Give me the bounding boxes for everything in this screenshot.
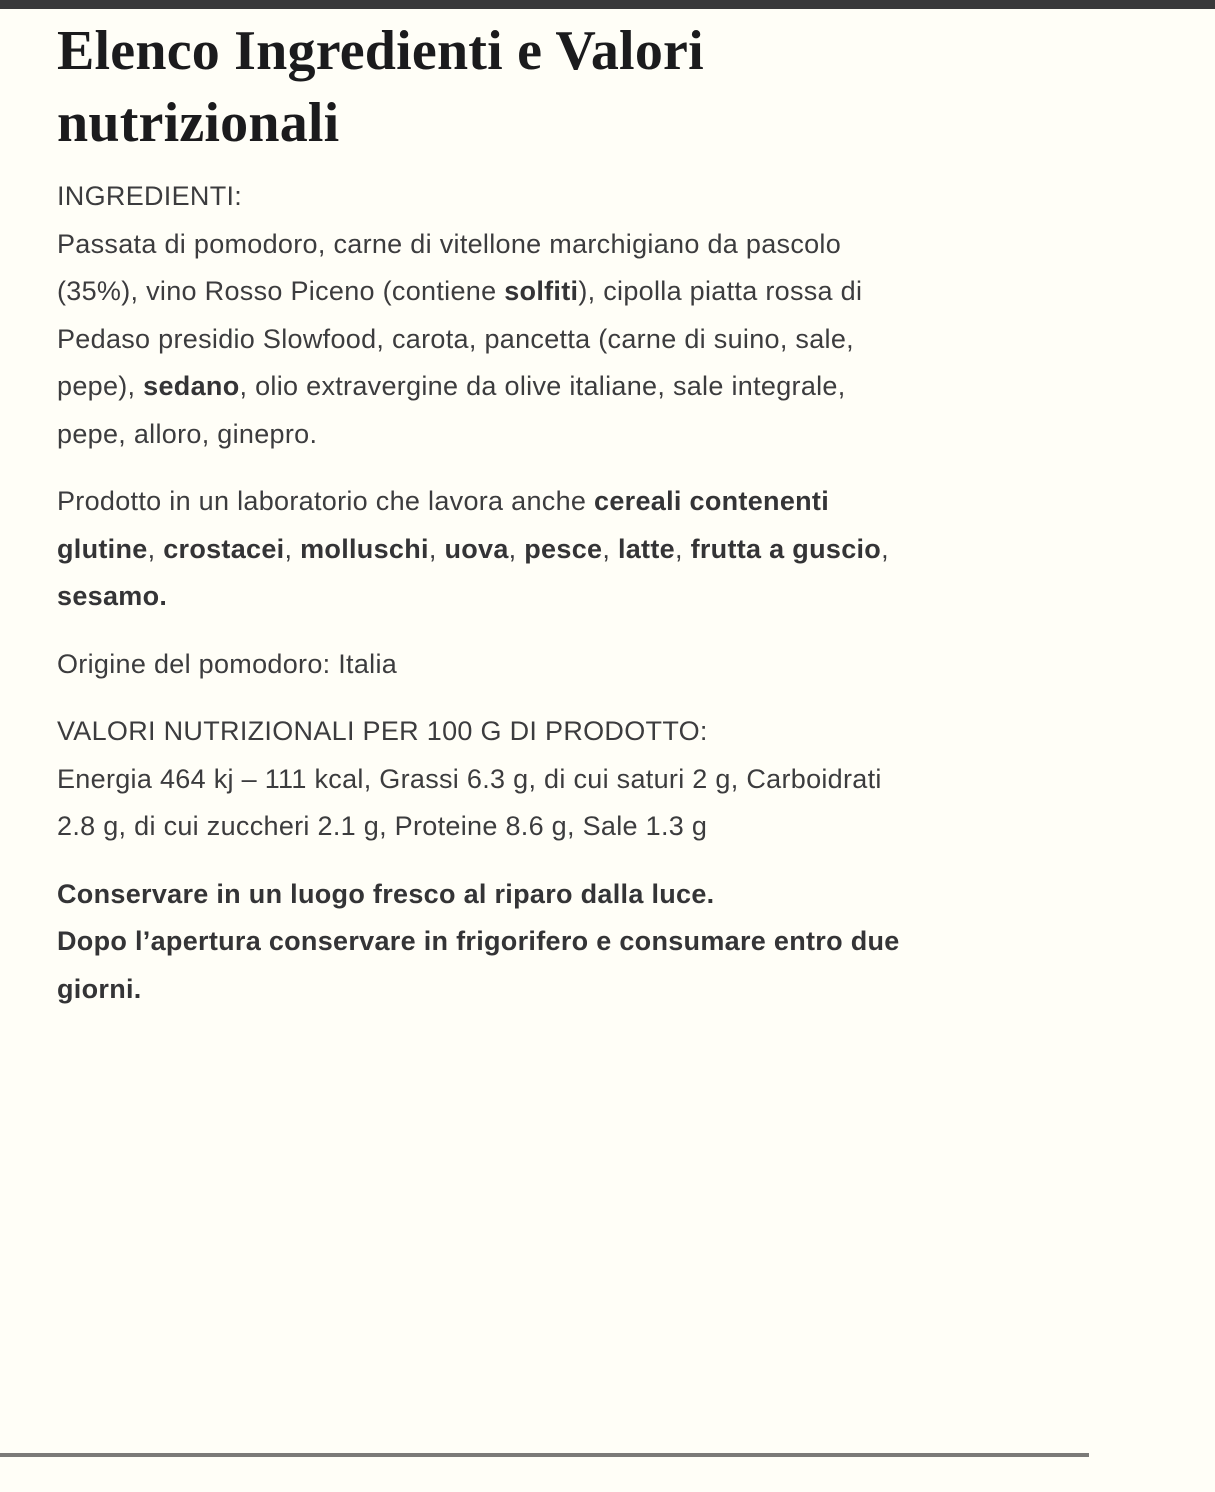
ingredients-paragraph: INGREDIENTI: Passata di pomodoro, carne di vitellone marchigiano da pascolo (35%), vino Rosso Piceno (contiene solfiti), cipolla piatta rossa di Pedaso presidio Slowfood, carota, pancetta (carne di suino, sale, pepe), sedano, olio extravergine da olive italiane, sale integrale, pepe, alloro, ginepro. [57,181,863,449]
bottom-divider [0,1453,1089,1457]
nutrition-paragraph: VALORI NUTRIZIONALI PER 100 G DI PRODOTTO: Energia 464 kj – 111 kcal, Grassi 6.3 g, di cui saturi 2 g, Carboidrati 2.8 g, di cui zuccheri 2.1 g, Proteine 8.6 g, Sale 1.3 g [57,716,882,841]
top-accent-bar [0,0,1215,9]
page-title-line-1: Elenco Ingredienti e Valori [57,20,704,82]
allergens-paragraph: Prodotto in un laboratorio che lavora anche cereali contenenti glutine, crostacei, molluschi, uova, pesce, latte, frutta a guscio, sesamo. [57,486,889,611]
page-title [57,15,1110,159]
storage-paragraph: Conservare in un luogo fresco al riparo dalla luce. Dopo l’apertura conservare in frigorifero e consumare entro due giorni. [57,878,900,1004]
main-content [0,15,1160,1013]
origin-paragraph: Origine del pomodoro: Italia [57,648,398,679]
page-title-line-2: nutrizionali [57,92,340,154]
